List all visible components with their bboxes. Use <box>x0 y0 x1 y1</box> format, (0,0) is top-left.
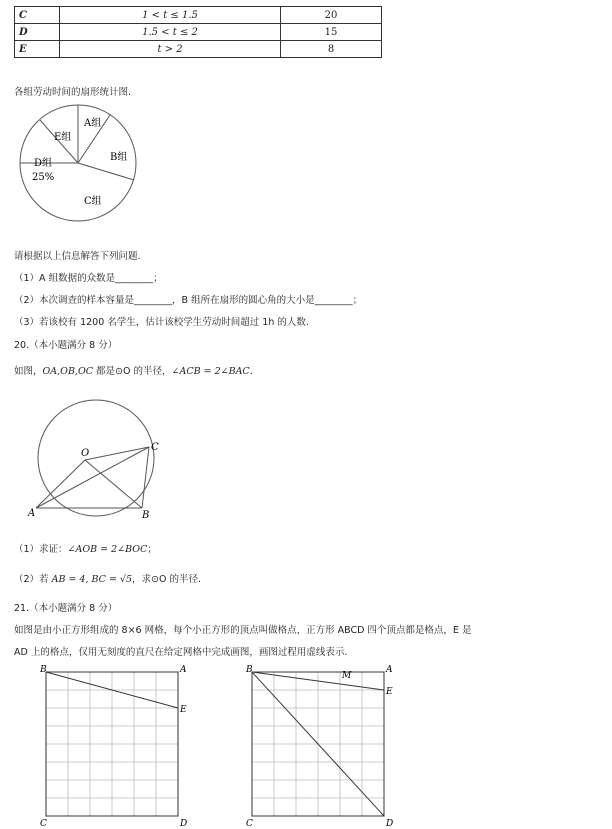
fig1-point-a: A <box>180 665 187 675</box>
pie-label-d-percent: 25% <box>32 172 55 183</box>
q20-part1: （1）求证：∠AOB = 2∠BOC； <box>14 544 157 555</box>
q20-stem: 如图，OA,OB,OC 都是⊙O 的半径，∠ACB = 2∠BAC. <box>14 366 253 377</box>
q19-intro: 请根据以上信息解答下列问题. <box>14 251 141 262</box>
q20-header: 20.（本小题满分 8 分） <box>14 340 118 351</box>
pie-label-c: C组 <box>84 196 102 207</box>
q20-stem-math2: ∠ACB = 2∠BAC <box>171 366 250 377</box>
table-row <box>15 24 382 41</box>
q19-part3: （3）若该校有 1200 名学生，估计该校学生劳动时间超过 1h 的人数. <box>14 317 309 328</box>
count-cell: 8 <box>281 41 382 58</box>
fig2-point-b: B <box>246 665 253 675</box>
pie-caption: 各组劳动时间的扇形统计图. <box>14 87 132 98</box>
fig2-point-d: D <box>386 819 394 829</box>
fig2-point-e: E <box>386 687 393 697</box>
grid-figure-2 <box>230 664 410 829</box>
pie-label-d: D组 <box>34 158 53 169</box>
point-b-label: B <box>142 510 150 521</box>
fig1-point-b: B <box>40 665 47 675</box>
q20-part2: （2）若 AB = 4, BC = √5，求⊙O 的半径. <box>14 574 202 585</box>
table-row <box>15 41 382 58</box>
fig2-point-a: A <box>386 665 393 675</box>
fig1-point-e: E <box>180 705 187 715</box>
fig1-point-d: D <box>180 819 188 829</box>
range-cell: 1 < t ≤ 1.5 <box>60 7 281 24</box>
q21-line2: AD 上的格点，仅用无刻度的直尺在给定网格中完成画图，画图过程用虚线表示. <box>14 647 348 658</box>
pie-label-b: B组 <box>110 152 128 163</box>
count-cell: 15 <box>281 24 382 41</box>
q20-stem-math1: OA,OB,OC <box>42 366 94 377</box>
range-cell: 1.5 < t ≤ 2 <box>60 24 281 41</box>
fig2-point-c: C <box>246 819 253 829</box>
table-row <box>15 7 382 24</box>
pie-label-a: A组 <box>84 118 102 129</box>
group-cell: D <box>15 24 60 41</box>
fig1-point-c: C <box>40 819 47 829</box>
count-cell: 20 <box>281 7 382 24</box>
q19-part1: （1）A 组数据的众数是________； <box>14 273 163 284</box>
range-cell: t > 2 <box>60 41 281 58</box>
pie-chart <box>14 100 144 230</box>
circle-figure <box>22 398 172 528</box>
point-o-label: O <box>81 448 90 459</box>
group-cell: C <box>15 7 60 24</box>
group-cell: E <box>15 41 60 58</box>
grid-figure-1 <box>24 664 204 829</box>
pie-divider <box>78 163 134 180</box>
group-table <box>14 6 382 58</box>
fig2-point-m: M <box>342 671 352 681</box>
point-a-label: A <box>28 508 36 519</box>
pie-label-e: E组 <box>54 132 72 143</box>
q19-part2: （2）本次调查的样本容量是________，B 组所在扇形的圆心角的大小是________； <box>14 295 363 306</box>
point-c-label: C <box>151 442 159 453</box>
q21-line1: 如图是由小正方形组成的 8×6 网格，每个小正方形的顶点叫做格点，正方形 ABCD 四个顶点都是格点，E 是 <box>14 625 472 636</box>
q21-header: 21.（本小题满分 8 分） <box>14 603 118 614</box>
